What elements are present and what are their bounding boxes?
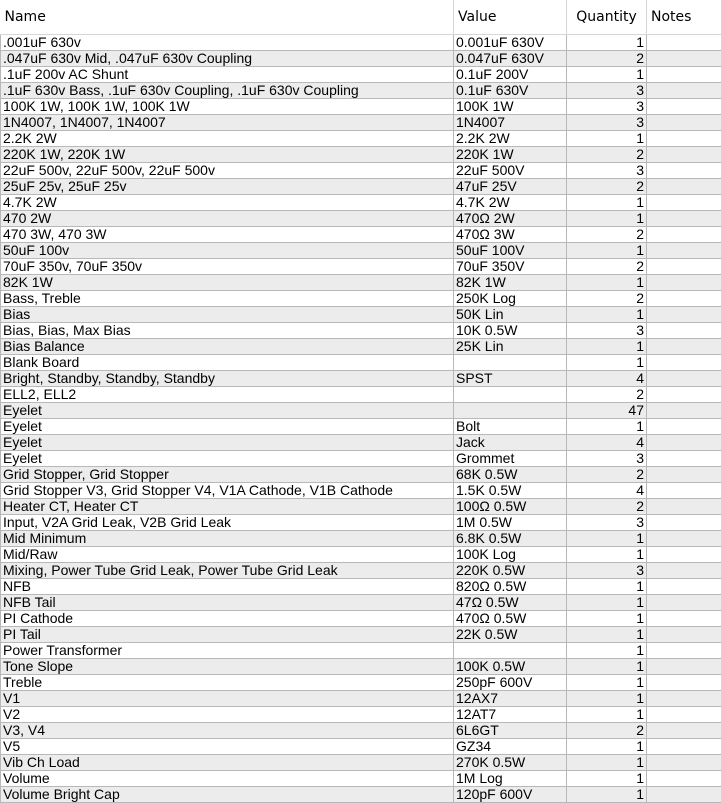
cell-value[interactable]: 1N4007 (454, 115, 567, 131)
table-row[interactable] (1, 515, 721, 531)
table-row[interactable] (1, 163, 721, 179)
cell-notes[interactable] (647, 691, 721, 707)
cell-name[interactable]: 220K 1W, 220K 1W (1, 147, 454, 163)
table-row[interactable] (1, 451, 721, 467)
cell-value[interactable]: 68K 0.5W (454, 467, 567, 483)
cell-quantity[interactable]: 1 (567, 627, 647, 643)
cell-quantity[interactable]: 1 (567, 579, 647, 595)
cell-value[interactable]: 250K Log (454, 291, 567, 307)
cell-value[interactable]: 0.1uF 630V (454, 83, 567, 99)
cell-notes[interactable] (647, 563, 721, 579)
cell-quantity[interactable]: 2 (567, 723, 647, 739)
column-header-value[interactable]: Value (454, 0, 567, 35)
cell-value[interactable]: 70uF 350V (454, 259, 567, 275)
cell-quantity[interactable]: 3 (567, 83, 647, 99)
cell-name[interactable]: 82K 1W (1, 275, 454, 291)
cell-notes[interactable] (647, 243, 721, 259)
column-header-quantity[interactable]: Quantity (567, 0, 647, 35)
cell-value[interactable]: 25K Lin (454, 339, 567, 355)
cell-name[interactable]: Bright, Standby, Standby, Standby (1, 371, 454, 387)
table-row[interactable] (1, 419, 721, 435)
cell-value[interactable]: 0.001uF 630V (454, 35, 567, 51)
cell-notes[interactable] (647, 403, 721, 419)
table-row[interactable] (1, 723, 721, 739)
table-row[interactable] (1, 307, 721, 323)
cell-quantity[interactable]: 1 (567, 707, 647, 723)
table-row[interactable] (1, 259, 721, 275)
cell-quantity[interactable]: 3 (567, 115, 647, 131)
cell-value[interactable]: GZ34 (454, 739, 567, 755)
table-row[interactable] (1, 707, 721, 723)
cell-name[interactable]: PI Tail (1, 627, 454, 643)
cell-name[interactable]: Bias Balance (1, 339, 454, 355)
cell-notes[interactable] (647, 547, 721, 563)
cell-name[interactable]: Grid Stopper V3, Grid Stopper V4, V1A Cathode, V1B Cathode (1, 483, 454, 499)
cell-value[interactable]: Grommet (454, 451, 567, 467)
table-row[interactable] (1, 227, 721, 243)
cell-quantity[interactable]: 1 (567, 35, 647, 51)
cell-name[interactable]: 1N4007, 1N4007, 1N4007 (1, 115, 454, 131)
table-row[interactable] (1, 51, 721, 67)
cell-name[interactable]: .047uF 630v Mid, .047uF 630v Coupling (1, 51, 454, 67)
cell-name[interactable]: Blank Board (1, 355, 454, 371)
cell-name[interactable]: Input, V2A Grid Leak, V2B Grid Leak (1, 515, 454, 531)
cell-quantity[interactable]: 2 (567, 387, 647, 403)
cell-name[interactable]: .1uF 630v Bass, .1uF 630v Coupling, .1uF 630v Coupling (1, 83, 454, 99)
cell-name[interactable]: Volume Bright Cap (1, 787, 454, 803)
cell-value[interactable]: 6L6GT (454, 723, 567, 739)
cell-value[interactable]: 6.8K 0.5W (454, 531, 567, 547)
cell-value[interactable]: 120pF 600V (454, 787, 567, 803)
cell-value[interactable]: 100Ω 0.5W (454, 499, 567, 515)
cell-quantity[interactable]: 1 (567, 275, 647, 291)
cell-quantity[interactable]: 1 (567, 547, 647, 563)
table-row[interactable] (1, 771, 721, 787)
cell-name[interactable]: Heater CT, Heater CT (1, 499, 454, 515)
cell-quantity[interactable]: 1 (567, 739, 647, 755)
cell-name[interactable]: .1uF 200v AC Shunt (1, 67, 454, 83)
cell-value[interactable]: 22uF 500V (454, 163, 567, 179)
cell-name[interactable]: 2.2K 2W (1, 131, 454, 147)
cell-notes[interactable] (647, 499, 721, 515)
cell-value[interactable]: 1.5K 0.5W (454, 483, 567, 499)
table-row[interactable] (1, 179, 721, 195)
cell-quantity[interactable]: 2 (567, 179, 647, 195)
cell-name[interactable]: 50uF 100v (1, 243, 454, 259)
cell-quantity[interactable]: 1 (567, 307, 647, 323)
cell-quantity[interactable]: 2 (567, 291, 647, 307)
cell-notes[interactable] (647, 371, 721, 387)
cell-notes[interactable] (647, 227, 721, 243)
cell-value[interactable]: 470Ω 3W (454, 227, 567, 243)
cell-quantity[interactable]: 1 (567, 659, 647, 675)
cell-name[interactable]: Power Transformer (1, 643, 454, 659)
cell-quantity[interactable]: 3 (567, 163, 647, 179)
cell-value[interactable]: 47uF 25V (454, 179, 567, 195)
table-row[interactable] (1, 787, 721, 803)
cell-quantity[interactable]: 1 (567, 419, 647, 435)
cell-notes[interactable] (647, 179, 721, 195)
table-row[interactable] (1, 291, 721, 307)
table-row[interactable] (1, 611, 721, 627)
cell-value[interactable]: 50uF 100V (454, 243, 567, 259)
cell-name[interactable]: Eyelet (1, 435, 454, 451)
cell-value[interactable]: 12AX7 (454, 691, 567, 707)
header-row (1, 0, 721, 35)
table-row[interactable] (1, 547, 721, 563)
cell-quantity[interactable]: 2 (567, 147, 647, 163)
cell-quantity[interactable]: 1 (567, 611, 647, 627)
cell-value[interactable]: 4.7K 2W (454, 195, 567, 211)
cell-quantity[interactable]: 4 (567, 483, 647, 499)
table-row[interactable] (1, 339, 721, 355)
cell-quantity[interactable]: 3 (567, 451, 647, 467)
cell-quantity[interactable]: 1 (567, 643, 647, 659)
cell-value[interactable]: 470Ω 0.5W (454, 611, 567, 627)
cell-value[interactable]: 47Ω 0.5W (454, 595, 567, 611)
table-row[interactable] (1, 323, 721, 339)
table-row[interactable] (1, 387, 721, 403)
cell-name[interactable]: NFB Tail (1, 595, 454, 611)
table-row[interactable] (1, 659, 721, 675)
cell-name[interactable]: 100K 1W, 100K 1W, 100K 1W (1, 99, 454, 115)
cell-value[interactable]: 10K 0.5W (454, 323, 567, 339)
cell-name[interactable]: ELL2, ELL2 (1, 387, 454, 403)
cell-quantity[interactable]: 47 (567, 403, 647, 419)
cell-value[interactable]: 220K 1W (454, 147, 567, 163)
table-row[interactable] (1, 755, 721, 771)
cell-quantity[interactable]: 3 (567, 515, 647, 531)
cell-quantity[interactable]: 2 (567, 227, 647, 243)
cell-notes[interactable] (647, 627, 721, 643)
table-body (1, 35, 721, 803)
table-row[interactable] (1, 131, 721, 147)
cell-quantity[interactable]: 2 (567, 467, 647, 483)
cell-notes[interactable] (647, 531, 721, 547)
cell-value[interactable]: 820Ω 0.5W (454, 579, 567, 595)
cell-name[interactable]: 70uF 350v, 70uF 350v (1, 259, 454, 275)
table-row[interactable] (1, 99, 721, 115)
cell-name[interactable]: Eyelet (1, 419, 454, 435)
cell-notes[interactable] (647, 291, 721, 307)
cell-value[interactable]: Jack (454, 435, 567, 451)
cell-quantity[interactable]: 1 (567, 675, 647, 691)
cell-name[interactable]: Vib Ch Load (1, 755, 454, 771)
cell-notes[interactable] (647, 707, 721, 723)
cell-notes[interactable] (647, 147, 721, 163)
cell-name[interactable]: 4.7K 2W (1, 195, 454, 211)
cell-notes[interactable] (647, 115, 721, 131)
cell-value[interactable] (454, 403, 567, 419)
table-row[interactable] (1, 83, 721, 99)
cell-notes[interactable] (647, 435, 721, 451)
cell-name[interactable]: Bias (1, 307, 454, 323)
cell-quantity[interactable]: 4 (567, 435, 647, 451)
cell-quantity[interactable]: 3 (567, 99, 647, 115)
cell-name[interactable]: Grid Stopper, Grid Stopper (1, 467, 454, 483)
table-row[interactable] (1, 563, 721, 579)
cell-quantity[interactable]: 1 (567, 691, 647, 707)
cell-notes[interactable] (647, 595, 721, 611)
cell-quantity[interactable]: 1 (567, 131, 647, 147)
cell-notes[interactable] (647, 275, 721, 291)
cell-quantity[interactable]: 4 (567, 371, 647, 387)
cell-notes[interactable] (647, 211, 721, 227)
cell-value[interactable] (454, 355, 567, 371)
cell-name[interactable]: Mid Minimum (1, 531, 454, 547)
table-row[interactable] (1, 739, 721, 755)
table-row[interactable] (1, 483, 721, 499)
cell-name[interactable]: Tone Slope (1, 659, 454, 675)
table-row[interactable] (1, 675, 721, 691)
cell-name[interactable]: 25uF 25v, 25uF 25v (1, 179, 454, 195)
cell-value[interactable]: 1M 0.5W (454, 515, 567, 531)
cell-value[interactable]: 1M Log (454, 771, 567, 787)
cell-value[interactable]: 2.2K 2W (454, 131, 567, 147)
cell-quantity[interactable]: 1 (567, 355, 647, 371)
cell-name[interactable]: .001uF 630v (1, 35, 454, 51)
cell-quantity[interactable]: 1 (567, 211, 647, 227)
cell-notes[interactable] (647, 83, 721, 99)
cell-name[interactable]: PI Cathode (1, 611, 454, 627)
cell-name[interactable]: Volume (1, 771, 454, 787)
cell-notes[interactable] (647, 611, 721, 627)
cell-value[interactable]: 0.1uF 200V (454, 67, 567, 83)
cell-notes[interactable] (647, 451, 721, 467)
cell-value[interactable] (454, 387, 567, 403)
cell-value[interactable]: 82K 1W (454, 275, 567, 291)
cell-value[interactable]: 470Ω 2W (454, 211, 567, 227)
table-row[interactable] (1, 147, 721, 163)
table-row[interactable] (1, 627, 721, 643)
cell-value[interactable]: 22K 0.5W (454, 627, 567, 643)
cell-name[interactable]: Eyelet (1, 451, 454, 467)
cell-quantity[interactable]: 1 (567, 195, 647, 211)
cell-notes[interactable] (647, 99, 721, 115)
table-row[interactable] (1, 531, 721, 547)
table-row[interactable] (1, 435, 721, 451)
cell-quantity[interactable]: 1 (567, 595, 647, 611)
cell-notes[interactable] (647, 659, 721, 675)
cell-notes[interactable] (647, 675, 721, 691)
cell-value[interactable]: 12AT7 (454, 707, 567, 723)
cell-quantity[interactable]: 2 (567, 499, 647, 515)
cell-notes[interactable] (647, 771, 721, 787)
cell-name[interactable]: V2 (1, 707, 454, 723)
cell-notes[interactable] (647, 163, 721, 179)
cell-value[interactable]: 270K 0.5W (454, 755, 567, 771)
cell-quantity[interactable]: 2 (567, 51, 647, 67)
cell-name[interactable]: Treble (1, 675, 454, 691)
cell-quantity[interactable]: 1 (567, 531, 647, 547)
cell-notes[interactable] (647, 419, 721, 435)
table-row[interactable] (1, 371, 721, 387)
cell-quantity[interactable]: 1 (567, 755, 647, 771)
column-header-name[interactable]: Name (1, 0, 454, 35)
cell-notes[interactable] (647, 51, 721, 67)
cell-quantity[interactable]: 1 (567, 339, 647, 355)
cell-quantity[interactable]: 3 (567, 563, 647, 579)
cell-value[interactable]: 0.047uF 630V (454, 51, 567, 67)
cell-notes[interactable] (647, 467, 721, 483)
table-row[interactable] (1, 403, 721, 419)
cell-name[interactable]: V5 (1, 739, 454, 755)
table-row[interactable] (1, 499, 721, 515)
table-row[interactable] (1, 579, 721, 595)
column-header-notes[interactable]: Notes (647, 0, 721, 35)
cell-value[interactable]: 100K Log (454, 547, 567, 563)
cell-value[interactable]: 50K Lin (454, 307, 567, 323)
cell-quantity[interactable]: 1 (567, 787, 647, 803)
cell-quantity[interactable]: 1 (567, 67, 647, 83)
cell-notes[interactable] (647, 323, 721, 339)
cell-name[interactable]: Eyelet (1, 403, 454, 419)
table-row[interactable] (1, 115, 721, 131)
cell-notes[interactable] (647, 723, 721, 739)
cell-name[interactable]: NFB (1, 579, 454, 595)
cell-value[interactable]: 100K 1W (454, 99, 567, 115)
cell-notes[interactable] (647, 387, 721, 403)
cell-quantity[interactable]: 1 (567, 243, 647, 259)
table-row[interactable] (1, 67, 721, 83)
table-row[interactable] (1, 211, 721, 227)
cell-name[interactable]: Bass, Treble (1, 291, 454, 307)
cell-quantity[interactable]: 3 (567, 323, 647, 339)
cell-name[interactable]: 470 2W (1, 211, 454, 227)
table-row[interactable] (1, 355, 721, 371)
cell-value[interactable]: SPST (454, 371, 567, 387)
cell-notes[interactable] (647, 787, 721, 803)
cell-name[interactable]: 22uF 500v, 22uF 500v, 22uF 500v (1, 163, 454, 179)
table-row[interactable] (1, 275, 721, 291)
cell-notes[interactable] (647, 131, 721, 147)
table-row[interactable] (1, 643, 721, 659)
table-header (1, 0, 721, 35)
cell-notes[interactable] (647, 195, 721, 211)
cell-name[interactable]: 470 3W, 470 3W (1, 227, 454, 243)
cell-quantity[interactable]: 1 (567, 771, 647, 787)
table-row[interactable] (1, 243, 721, 259)
cell-notes[interactable] (647, 739, 721, 755)
cell-notes[interactable] (647, 67, 721, 83)
cell-value[interactable]: Bolt (454, 419, 567, 435)
cell-notes[interactable] (647, 515, 721, 531)
table-row[interactable] (1, 595, 721, 611)
cell-notes[interactable] (647, 259, 721, 275)
cell-name[interactable]: V1 (1, 691, 454, 707)
cell-name[interactable]: V3, V4 (1, 723, 454, 739)
table-row[interactable] (1, 195, 721, 211)
cell-notes[interactable] (647, 643, 721, 659)
cell-value[interactable]: 250pF 600V (454, 675, 567, 691)
cell-notes[interactable] (647, 35, 721, 51)
cell-notes[interactable] (647, 579, 721, 595)
cell-value[interactable] (454, 643, 567, 659)
cell-quantity[interactable]: 2 (567, 259, 647, 275)
table-row[interactable] (1, 467, 721, 483)
cell-name[interactable]: Mixing, Power Tube Grid Leak, Power Tube Grid Leak (1, 563, 454, 579)
cell-value[interactable]: 100K 0.5W (454, 659, 567, 675)
table-row[interactable] (1, 35, 721, 51)
cell-notes[interactable] (647, 355, 721, 371)
cell-value[interactable]: 220K 0.5W (454, 563, 567, 579)
cell-notes[interactable] (647, 755, 721, 771)
table-row[interactable] (1, 691, 721, 707)
cell-notes[interactable] (647, 307, 721, 323)
cell-notes[interactable] (647, 483, 721, 499)
cell-notes[interactable] (647, 339, 721, 355)
cell-name[interactable]: Mid/Raw (1, 547, 454, 563)
cell-name[interactable]: Bias, Bias, Max Bias (1, 323, 454, 339)
